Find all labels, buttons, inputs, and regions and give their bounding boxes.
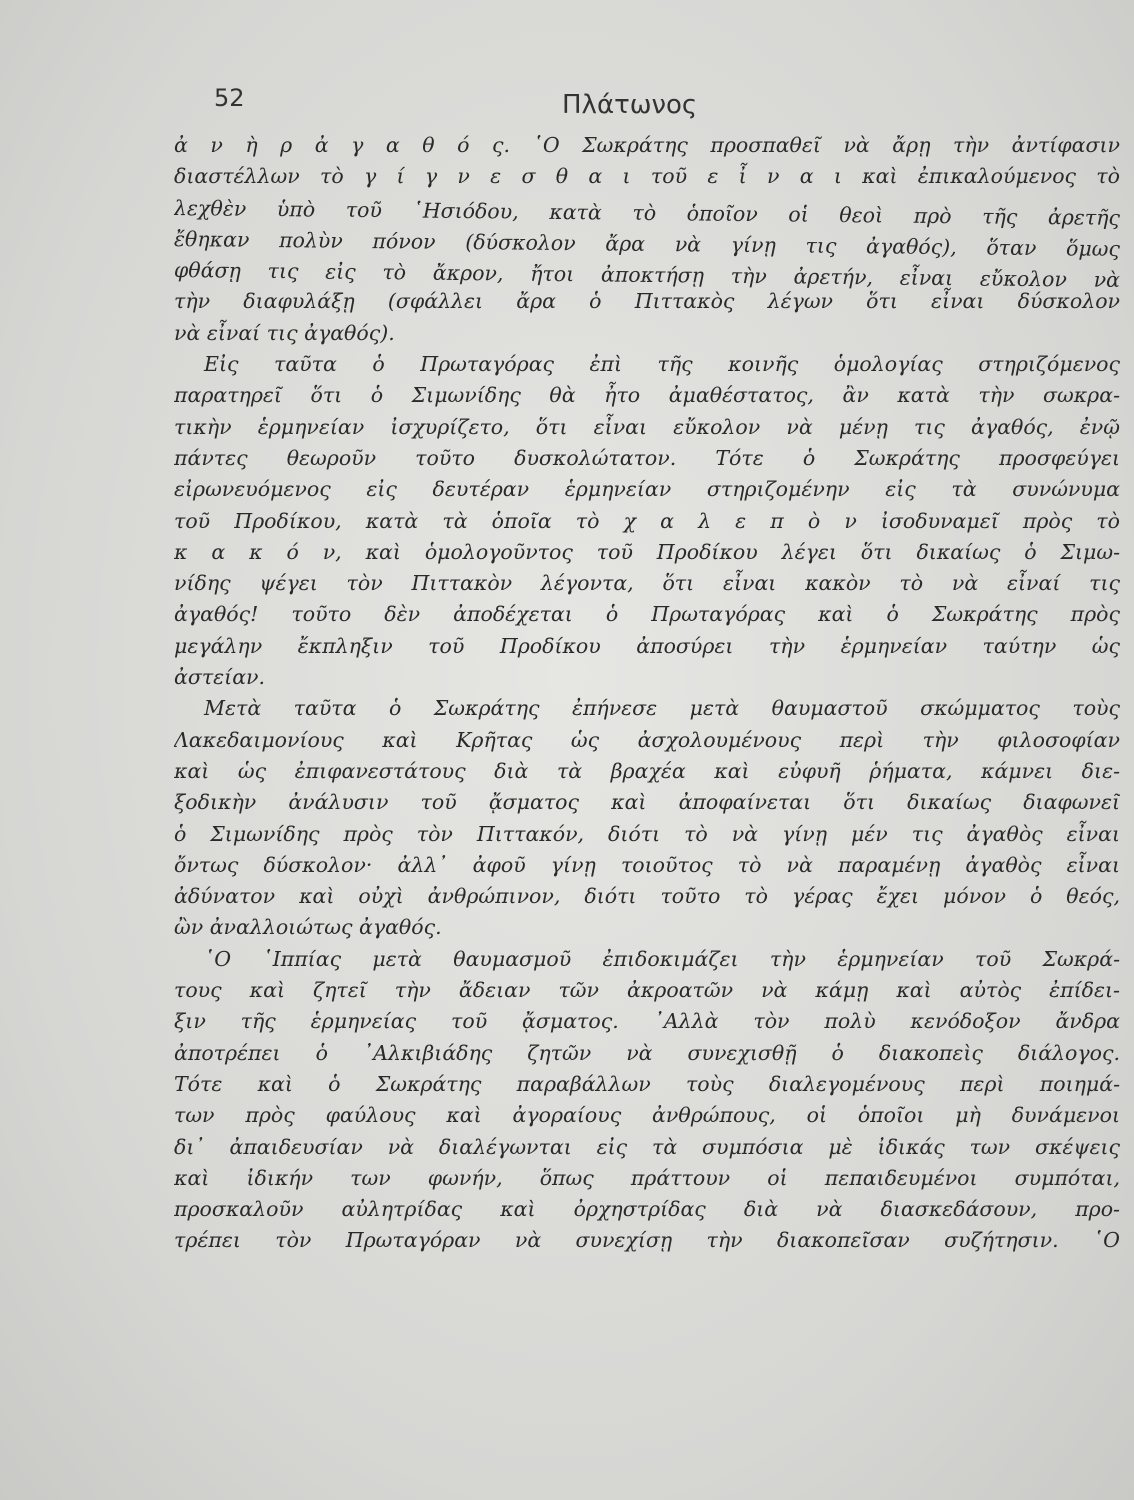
text-line: εἰρωνευόμενος εἰς δευτέραν ἑρμηνείαν στηριζομένην εἰς τὰ συνώνυμα xyxy=(174,477,1120,502)
text-line: ἔθηκαν πολὺν πόνον (δύσκολον ἄρα νὰ γίνῃ τις ἀγαθός), ὅταν ὅμως xyxy=(173,226,1121,261)
text-line: καὶ ἰδικήν των φωνήν, ὅπως πράττουν οἱ πεπαιδευμένοι συμπόται, xyxy=(174,1165,1120,1190)
text-line: καὶ ὡς ἐπιφανεστάτους διὰ τὰ βραχέα καὶ εὐφυῆ ῥήματα, κάμνει διε- xyxy=(174,758,1120,783)
text-line: ἀγαθός! τοῦτο δὲν ἀποδέχεται ὁ Πρωταγόρας καὶ ὁ Σωκράτης πρὸς xyxy=(174,602,1120,627)
text-line: νίδης ψέγει τὸν Πιττακὸν λέγοντα, ὅτι εἶναι κακὸν τὸ νὰ εἶναί τις xyxy=(174,571,1120,596)
running-title: Πλάτωνος xyxy=(562,90,698,120)
text-line: τρέπει τὸν Πρωταγόραν νὰ συνεχίσῃ τὴν διακοπεῖσαν συζήτησιν. ῾Ο xyxy=(174,1228,1120,1253)
text-line: ῾Ο ῾Ιππίας μετὰ θαυμασμοῦ ἐπιδοκιμάζει τὴν ἑρμηνείαν τοῦ Σωκρά- xyxy=(204,946,1120,971)
text-line: Τότε καὶ ὁ Σωκράτης παραβάλλων τοὺς διαλεγομένους περὶ ποιημά- xyxy=(174,1071,1120,1096)
text-line: τοῦ Προδίκου, κατὰ τὰ ὁποῖα τὸ χ α λ ε π ὸ ν ἰσοδυναμεῖ πρὸς τὸ xyxy=(174,508,1120,533)
text-line: διαστέλλων τὸ γ ί γ ν ε σ θ α ι τοῦ ε ἶ ν α ι καὶ ἐπικαλούμενος τὸ xyxy=(174,164,1120,189)
text-line: ὢν ἀναλλοιώτως ἀγαθός. xyxy=(174,915,442,940)
text-line: νὰ εἶναί τις ἀγαθός). xyxy=(174,320,395,345)
text-line: φθάσῃ τις εἰς τὸ ἄκρον, ἤτοι ἀποκτήσῃ τὴν ἀρετήν, εἶναι εὔκολον νὰ xyxy=(173,258,1121,293)
page-number: 52 xyxy=(214,84,245,112)
text-line: ἀποτρέπει ὁ ᾿Αλκιβιάδης ζητῶν νὰ συνεχισθῇ ὁ διακοπεὶς διάλογος. xyxy=(174,1040,1120,1065)
text-line: ξοδικὴν ἀνάλυσιν τοῦ ᾄσματος καὶ ἀποφαίνεται ὅτι δικαίως διαφωνεῖ xyxy=(174,790,1120,815)
text-line: Μετὰ ταῦτα ὁ Σωκράτης ἐπήνεσε μετὰ θαυμαστοῦ σκώμματος τοὺς xyxy=(204,696,1120,721)
text-line: λεχθὲν ὑπὸ τοῦ ῾Ησιόδου, κατὰ τὸ ὁποῖον οἱ θεοὶ πρὸ τῆς ἀρετῆς xyxy=(173,195,1121,230)
text-line: πάντες θεωροῦν τοῦτο δυσκολώτατον. Τότε ὁ Σωκράτης προσφεύγει xyxy=(174,445,1120,470)
text-line: δι᾿ ἀπαιδευσίαν νὰ διαλέγωνται εἰς τὰ συμπόσια μὲ ἰδικάς των σκέψεις xyxy=(174,1134,1120,1159)
text-line: τὴν διαφυλάξῃ (σφάλλει ἄρα ὁ Πιττακὸς λέγων ὅτι εἶναι δύσκολον xyxy=(174,289,1120,314)
text-line: προσκαλοῦν αὐλητρίδας καὶ ὀρχηστρίδας διὰ νὰ διασκεδάσουν, προ- xyxy=(174,1197,1120,1222)
text-line: ἀστείαν. xyxy=(174,665,266,690)
text-line: ὁ Σιμωνίδης πρὸς τὸν Πιττακόν, διότι τὸ νὰ γίνῃ μέν τις ἀγαθὸς εἶναι xyxy=(174,821,1120,846)
text-line: κ α κ ό ν, καὶ ὁμολογοῦντος τοῦ Προδίκου λέγει ὅτι δικαίως ὁ Σιμω- xyxy=(174,539,1120,564)
page-text xyxy=(174,130,1120,1257)
text-line: ὄντως δύσκολον· ἀλλ᾿ ἀφοῦ γίνῃ τοιοῦτος τὸ νὰ παραμένῃ ἀγαθὸς εἶναι xyxy=(174,852,1120,877)
text-line: των πρὸς φαύλους καὶ ἀγοραίους ἀνθρώπους, οἱ ὁποῖοι μὴ δυνάμενοι xyxy=(174,1103,1120,1128)
text-line: ξιν τῆς ἑρμηνείας τοῦ ᾄσματος. ᾿Αλλὰ τὸν πολὺ κενόδοξον ἄνδρα xyxy=(174,1009,1120,1034)
text-line: Λακεδαιμονίους καὶ Κρῆτας ὡς ἀσχολουμένους περὶ τὴν φιλοσοφίαν xyxy=(174,727,1120,752)
text-line: μεγάλην ἔκπληξιν τοῦ Προδίκου ἀποσύρει τὴν ἑρμηνείαν ταύτην ὡς xyxy=(174,633,1120,658)
text-line: τους καὶ ζητεῖ τὴν ἄδειαν τῶν ἀκροατῶν νὰ κάμῃ καὶ αὐτὸς ἐπίδει- xyxy=(174,978,1120,1003)
text-line: Εἰς ταῦτα ὁ Πρωταγόρας ἐπὶ τῆς κοινῆς ὁμολογίας στηριζόμενος xyxy=(204,352,1120,377)
text-line: ἀ ν ὴ ρ ἀ γ α θ ό ς. ῾Ο Σωκράτης προσπαθεῖ νὰ ἄρῃ τὴν ἀντίφασιν xyxy=(174,133,1120,157)
text-line: παρατηρεῖ ὅτι ὁ Σιμωνίδης θὰ ἦτο ἀμαθέστατος, ἂν κατὰ τὴν σωκρα- xyxy=(174,383,1120,408)
text-line: τικὴν ἑρμηνείαν ἰσχυρίζετο, ὅτι εἶναι εὔκολον νὰ μένῃ τις ἀγαθός, ἐνῷ xyxy=(174,414,1120,439)
text-line: ἀδύνατον καὶ οὐχὶ ἀνθρώπινον, διότι τοῦτο τὸ γέρας ἔχει μόνον ὁ θεός, xyxy=(174,884,1120,909)
